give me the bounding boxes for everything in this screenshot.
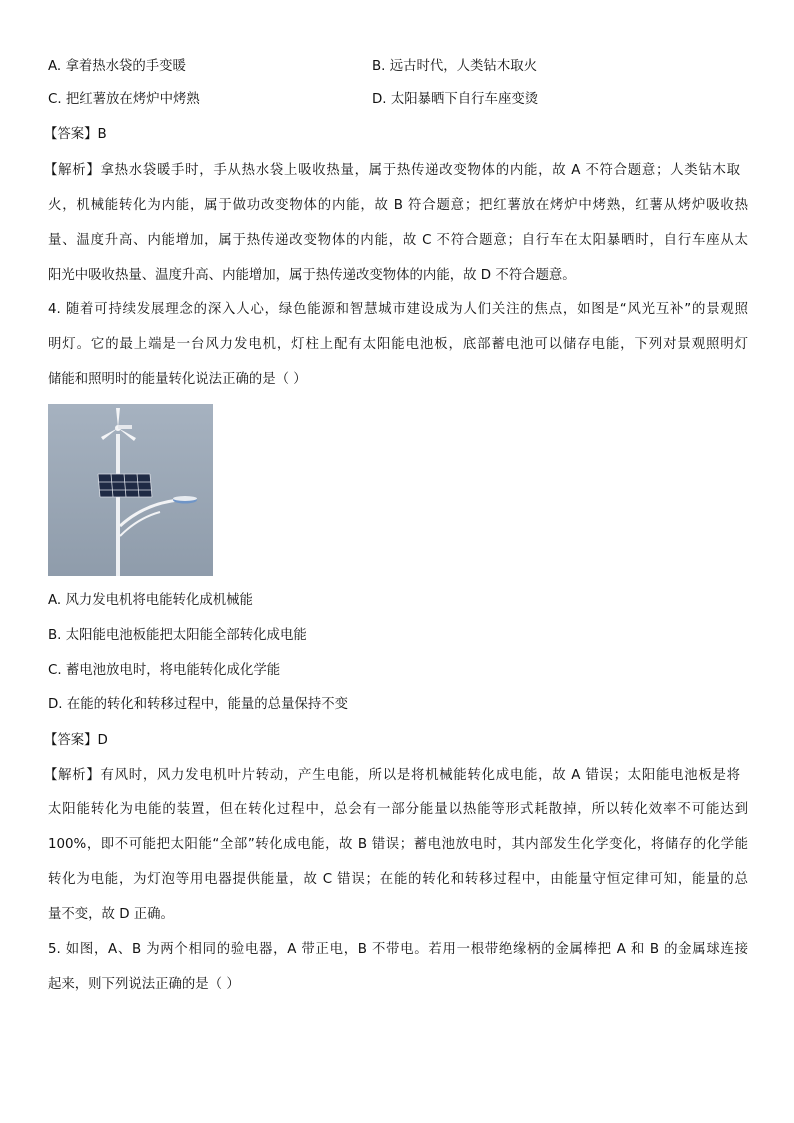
- q3-option-d: D. 太阳暴晒下自行车座变烫: [372, 92, 539, 107]
- q3-answer: 【答案】B: [44, 127, 107, 142]
- q4-option-b: B. 太阳能电池板能把太阳能全部转化成电能: [48, 628, 307, 643]
- q4-stem-line: 明灯。它的最上端是一台风力发电机，灯柱上配有太阳能电池板，底部蓄电池可以储存电能，下列对景观照明灯: [48, 337, 748, 352]
- q4-option-a: A. 风力发电机将电能转化成机械能: [48, 593, 253, 608]
- q4-stem-line: 储能和照明时的能量转化说法正确的是（ ）: [48, 372, 307, 387]
- q4-analysis-line: 量不变，故 D 正确。: [48, 907, 174, 922]
- q3-analysis-line: 阳光中吸收热量、温度升高、内能增加，属于热传递改变物体的内能，故 D 不符合题意。: [48, 268, 576, 283]
- wind-solar-streetlight-photo: [48, 404, 213, 576]
- q3-option-c: C. 把红薯放在烤炉中烤熟: [48, 92, 200, 107]
- q4-analysis-line: 太阳能转化为电能的装置，但在转化过程中，总会有一部分能量以热能等形式耗散掉，所以转化效率不可能达到: [48, 802, 748, 817]
- q5-stem-line: 5. 如图，A、B 为两个相同的验电器，A 带正电，B 不带电。若用一根带绝缘柄的金属棒把 A 和 B 的金属球连接: [48, 942, 748, 957]
- q4-answer: 【答案】D: [44, 733, 108, 748]
- q4-stem-line: 4. 随着可持续发展理念的深入人心，绿色能源和智慧城市建设成为人们关注的焦点，如图是“风光互补”的景观照: [48, 302, 748, 317]
- q3-analysis-line: 量、温度升高、内能增加，属于热传递改变物体的内能，故 C 不符合题意；自行车在太阳暴晒时，自行车座从太: [48, 233, 748, 248]
- q3-analysis-line: 【解析】拿热水袋暖手时，手从热水袋上吸收热量，属于热传递改变物体的内能，故 A 不符合题意；人类钻木取: [44, 163, 740, 178]
- q3-option-a: A. 拿着热水袋的手变暖: [48, 59, 186, 74]
- q4-analysis-line: 100%，即不可能把太阳能“全部”转化成电能，故 B 错误；蓄电池放电时，其内部发生化学变化，将储存的化学能: [48, 837, 748, 852]
- q3-option-b: B. 远古时代，人类钻木取火: [372, 59, 537, 74]
- q4-analysis-line: 【解析】有风时，风力发电机叶片转动，产生电能，所以是将机械能转化成电能，故 A 错误；太阳能电池板是将: [44, 768, 740, 783]
- q4-option-c: C. 蓄电池放电时，将电能转化成化学能: [48, 663, 281, 678]
- q4-option-d: D. 在能的转化和转移过程中，能量的总量保持不变: [48, 697, 349, 712]
- q4-analysis-line: 转化为电能，为灯泡等用电器提供能量，故 C 错误；在能的转化和转移过程中，由能量守恒定律可知，能量的总: [48, 872, 748, 887]
- q3-analysis-line: 火，机械能转化为内能，属于做功改变物体的内能，故 B 符合题意；把红薯放在烤炉中烤熟，红薯从烤炉吸收热: [48, 198, 748, 213]
- q5-stem-line: 起来，则下列说法正确的是（ ）: [48, 977, 240, 992]
